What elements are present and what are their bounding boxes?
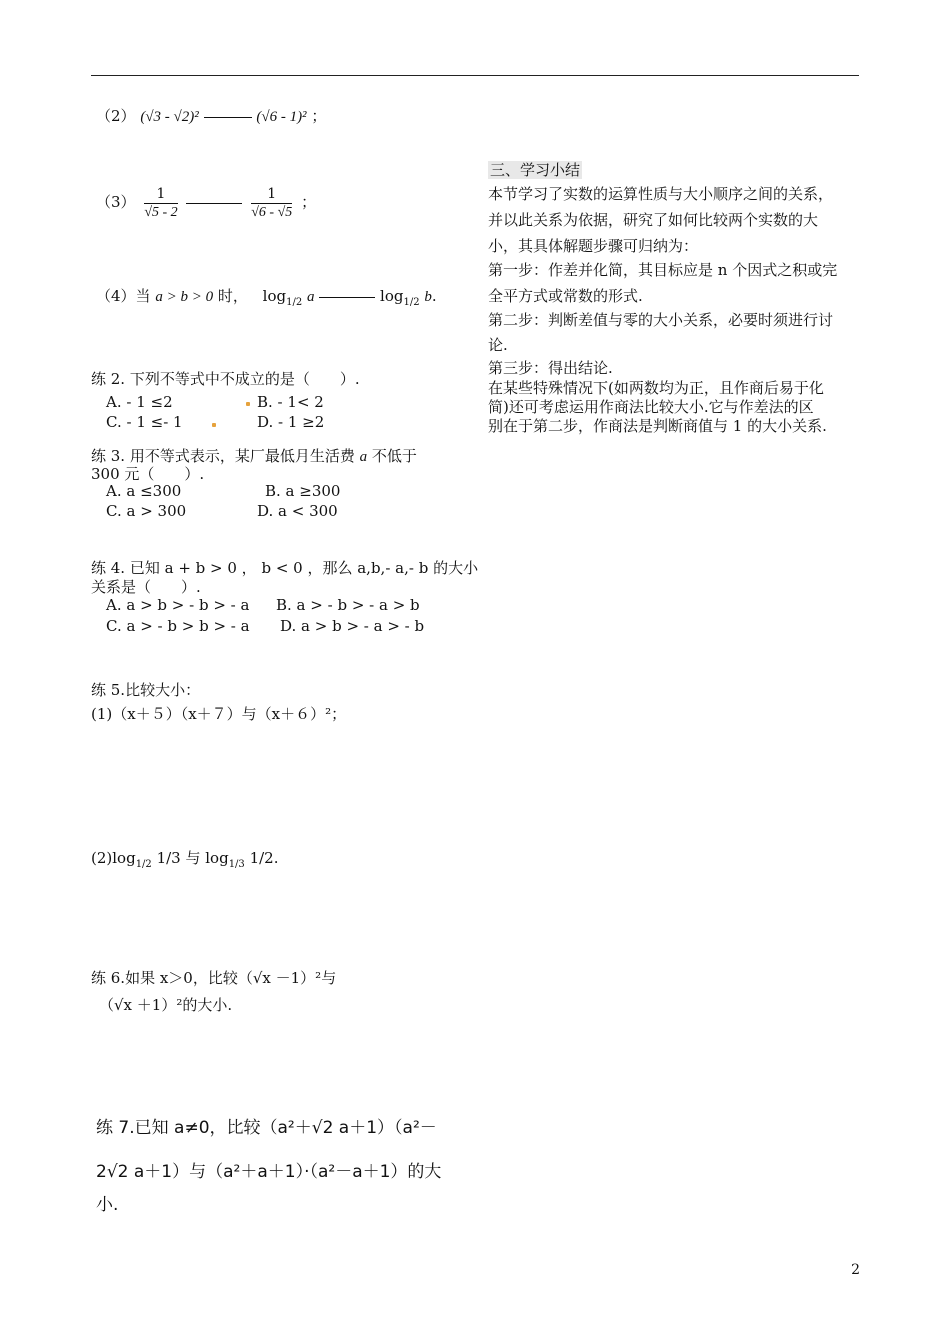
ex5-mid: 与 log — [185, 849, 229, 867]
step1-line1: 第一步：作差并化简，其目标应是 n 个因式之积或完 — [488, 261, 838, 279]
fraction-left — [144, 185, 177, 222]
summary-p1-line2: 并以此关系为依据，研究了如何比较两个实数的大 — [488, 211, 819, 229]
exercise-3-line2: 300 元（ ）. — [91, 465, 205, 483]
q2-label: （2） — [96, 107, 136, 125]
summary-p2-line2: 简)还可考虑运用作商法比较大小.它与作差法的区 — [488, 398, 814, 416]
option-b[interactable]: B. - 1< 2 — [257, 393, 324, 411]
exercise-7-line2: 2√2 a＋1）与（a²＋a＋1）·（a²－a＋1）的大 — [96, 1162, 442, 1182]
answer-blank[interactable] — [319, 297, 375, 298]
q4-when: 时， — [217, 287, 248, 305]
exercise-6-line2: （√x ＋1）²的大小. — [99, 996, 233, 1014]
q2-lhs: (√3 - √2)² — [140, 109, 199, 125]
log-base: 1/2 — [286, 297, 303, 308]
exercise-2-title: 练 2. 下列不等式中不成立的是（ ）. — [91, 370, 360, 388]
step2-line1: 第二步：判断差值与零的大小关系，必要时须进行讨 — [488, 311, 834, 329]
exercise-5-item2 — [91, 840, 278, 883]
option-c[interactable]: C. a > - b > b > - a — [106, 617, 250, 635]
fraction-denominator: √6 - √5 — [251, 204, 293, 220]
log-base: 1/2 — [135, 859, 152, 870]
step1-line2: 全平方式或常数的形式. — [488, 287, 643, 305]
log-arg: 1/3 — [156, 849, 181, 867]
exercise-4-line2: 关系是（ ）. — [91, 578, 201, 596]
q4-end: . — [431, 287, 437, 305]
q3-end: ； — [301, 193, 317, 211]
log-label: log — [262, 287, 287, 305]
question-4 — [96, 286, 437, 313]
q4-label: （4）当 — [96, 287, 151, 305]
ex5-end: . — [273, 849, 279, 867]
exercise-7-line1: 练 7.已知 a≠0，比较（a²＋√2 a＋1）（a²－ — [96, 1118, 437, 1138]
fraction-numerator: 1 — [156, 185, 166, 202]
fraction-right — [251, 185, 292, 222]
ex3-text-end: 不低于 — [371, 447, 417, 465]
option-a[interactable]: A. a > b > - b > - a — [106, 596, 250, 614]
log-base: 1/2 — [403, 297, 420, 308]
option-d[interactable]: D. a < 300 — [257, 502, 338, 520]
exercise-5-title: 练 5.比较大小： — [91, 681, 201, 699]
ex3-var: a — [359, 449, 368, 465]
option-c[interactable]: C. - 1 ≤- 1 — [106, 413, 183, 431]
step3: 第三步：得出结论. — [488, 359, 613, 377]
log-arg-a: a — [306, 289, 315, 305]
exercise-5-item1: (1)（x＋５）（x＋７）与（x＋６）²； — [91, 705, 347, 723]
page-number: 2 — [851, 1262, 860, 1278]
q3-label: （3） — [96, 193, 136, 211]
log-arg: 1/2 — [249, 849, 274, 867]
answer-blank[interactable] — [204, 117, 252, 118]
highlight-mark — [212, 423, 216, 427]
option-d[interactable]: D. a > b > - a > - b — [280, 617, 425, 635]
q4-condition: a > b > 0 — [155, 289, 214, 305]
question-2 — [96, 106, 326, 127]
summary-heading-text: 三、学习小结 — [490, 161, 581, 179]
fraction-numerator: 1 — [267, 185, 277, 202]
header-rule — [91, 75, 859, 76]
option-a[interactable]: A. - 1 ≤2 — [106, 393, 173, 411]
exercise-4-line1: 练 4. 已知 a + b > 0 ， b < 0 ，那么 a,b,- a,- b 的大小 — [91, 559, 479, 577]
ex3-text: 练 3. 用不等式表示，某厂最低月生活费 — [91, 447, 355, 465]
q2-end: ； — [311, 107, 327, 125]
log-label: log — [380, 287, 404, 305]
option-b[interactable]: B. a > - b > - a > b — [276, 596, 420, 614]
exercise-7-line3: 小. — [96, 1195, 119, 1215]
summary-p2-line1: 在某些特殊情况下(如两数均为正，且作商后易于化 — [488, 379, 824, 397]
summary-p1-line3: 小，其具体解题步骤可归纳为： — [488, 237, 699, 255]
q2-rhs: (√6 - 1)² — [256, 109, 307, 125]
option-c[interactable]: C. a > 300 — [106, 502, 187, 520]
question-3 — [96, 182, 316, 222]
answer-blank[interactable] — [186, 203, 242, 204]
fraction-denominator: √5 - 2 — [144, 204, 178, 220]
summary-heading — [488, 158, 863, 182]
log-base: 1/3 — [228, 859, 245, 870]
log-arg-b: b — [424, 289, 432, 305]
exercise-6-line1: 练 6.如果 x＞0，比较（√x －1）²与 — [91, 969, 337, 987]
summary-p1-line1: 本节学习了实数的运算性质与大小顺序之间的关系， — [488, 185, 834, 203]
ex5-log: (2)log — [91, 849, 136, 867]
step2-line2: 论. — [488, 336, 508, 354]
summary-p2-line3: 别在于第二步，作商法是判断商值与 1 的大小关系. — [488, 417, 827, 435]
option-d[interactable]: D. - 1 ≥2 — [257, 413, 325, 431]
option-b[interactable]: B. a ≥300 — [265, 482, 341, 500]
highlight-mark — [246, 402, 250, 406]
option-a[interactable]: A. a ≤300 — [106, 482, 182, 500]
